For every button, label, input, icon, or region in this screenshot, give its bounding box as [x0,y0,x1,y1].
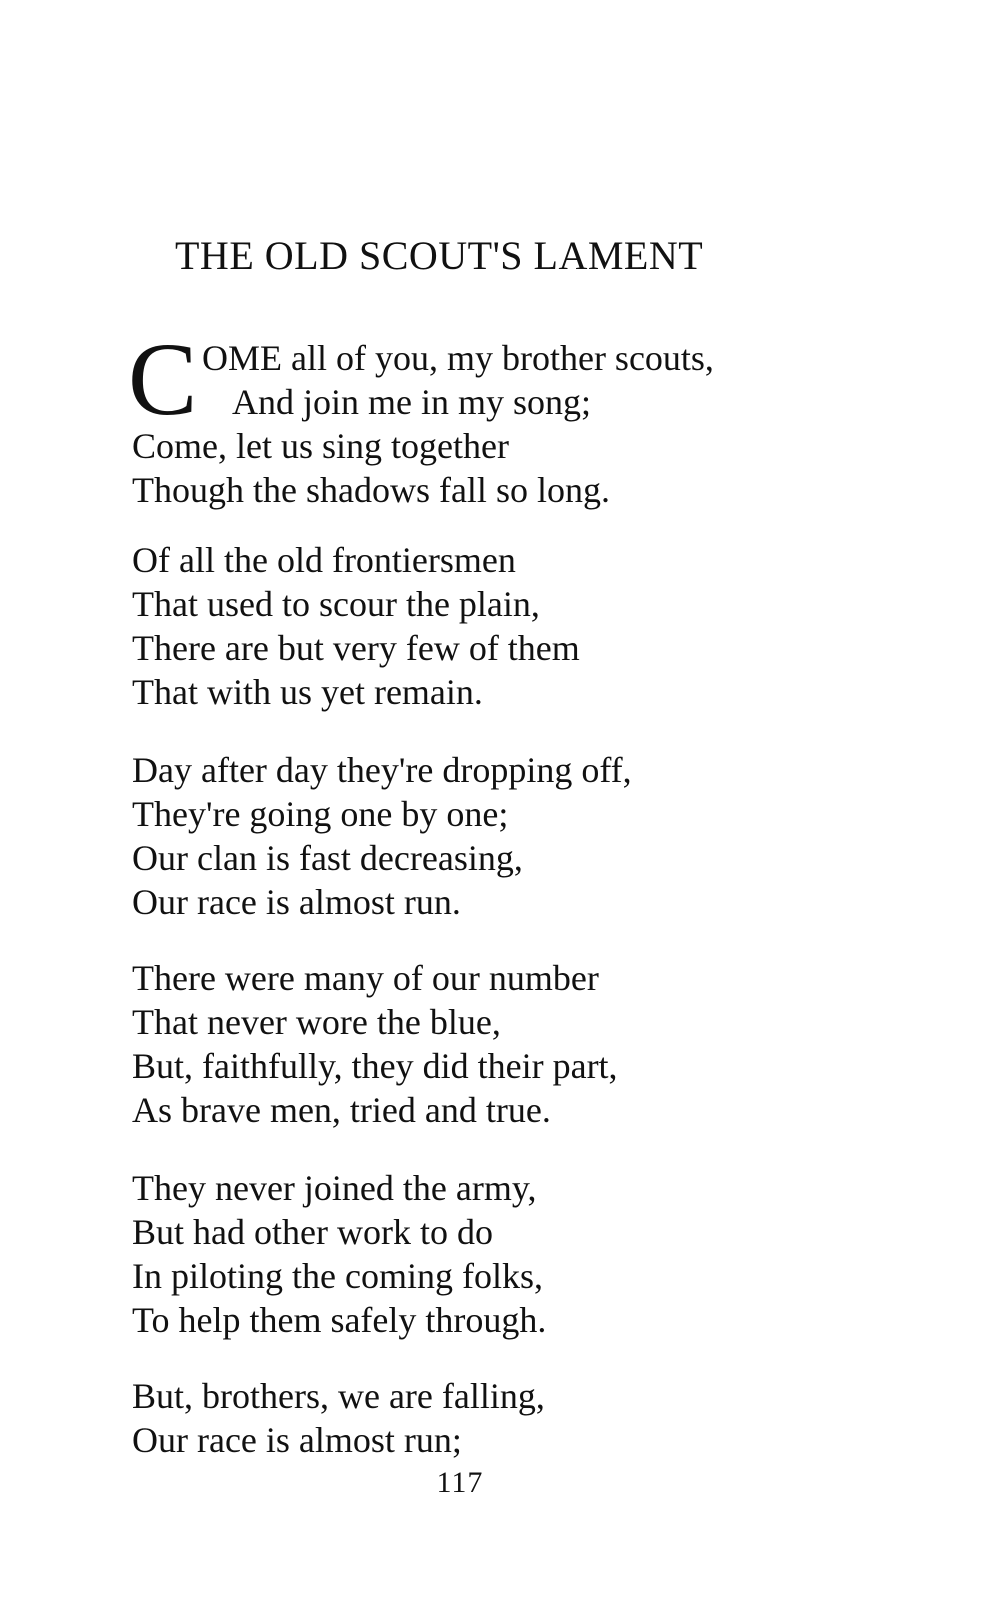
poem-line: But had other work to do [132,1212,493,1252]
poem-line: They never joined the army, [132,1168,537,1208]
poem-line: Our race is almost run. [132,882,461,922]
poem-line: To help them safely through. [132,1300,547,1340]
poem-title: THE OLD SCOUT'S LAMENT [175,233,704,278]
poem-line: That never wore the blue, [132,1002,501,1042]
poem-line: Come, let us sing together [132,426,509,466]
poem-line: OME all of you, my brother scouts, [202,338,714,378]
poem-line: There were many of our number [132,958,599,998]
drop-cap: C [128,322,198,437]
stanza-3 [132,748,892,924]
poem-line: But, faithfully, they did their part, [132,1046,618,1086]
page-number: 117 [436,1466,484,1499]
stanza-6 [132,1374,892,1462]
stanza-2 [132,538,892,714]
poem-line: Though the shadows fall so long. [132,470,610,510]
poem-line: As brave men, tried and true. [132,1090,551,1130]
poem-line: Of all the old frontiersmen [132,540,516,580]
poem-line: In piloting the coming folks, [132,1256,543,1296]
poem-line: That used to scour the plain, [132,584,540,624]
poem-line: They're going one by one; [132,794,509,834]
poem-line: Our race is almost run; [132,1420,462,1460]
poem-line: That with us yet remain. [132,672,483,712]
poem-line: There are but very few of them [132,628,580,668]
poem-line: Day after day they're dropping off, [132,750,632,790]
poem-line: But, brothers, we are falling, [132,1376,545,1416]
stanza-1 [128,322,892,512]
poem-line: Our clan is fast decreasing, [132,838,523,878]
stanza-4 [132,956,892,1132]
poem-line: And join me in my song; [232,382,591,422]
stanza-5 [132,1166,892,1342]
